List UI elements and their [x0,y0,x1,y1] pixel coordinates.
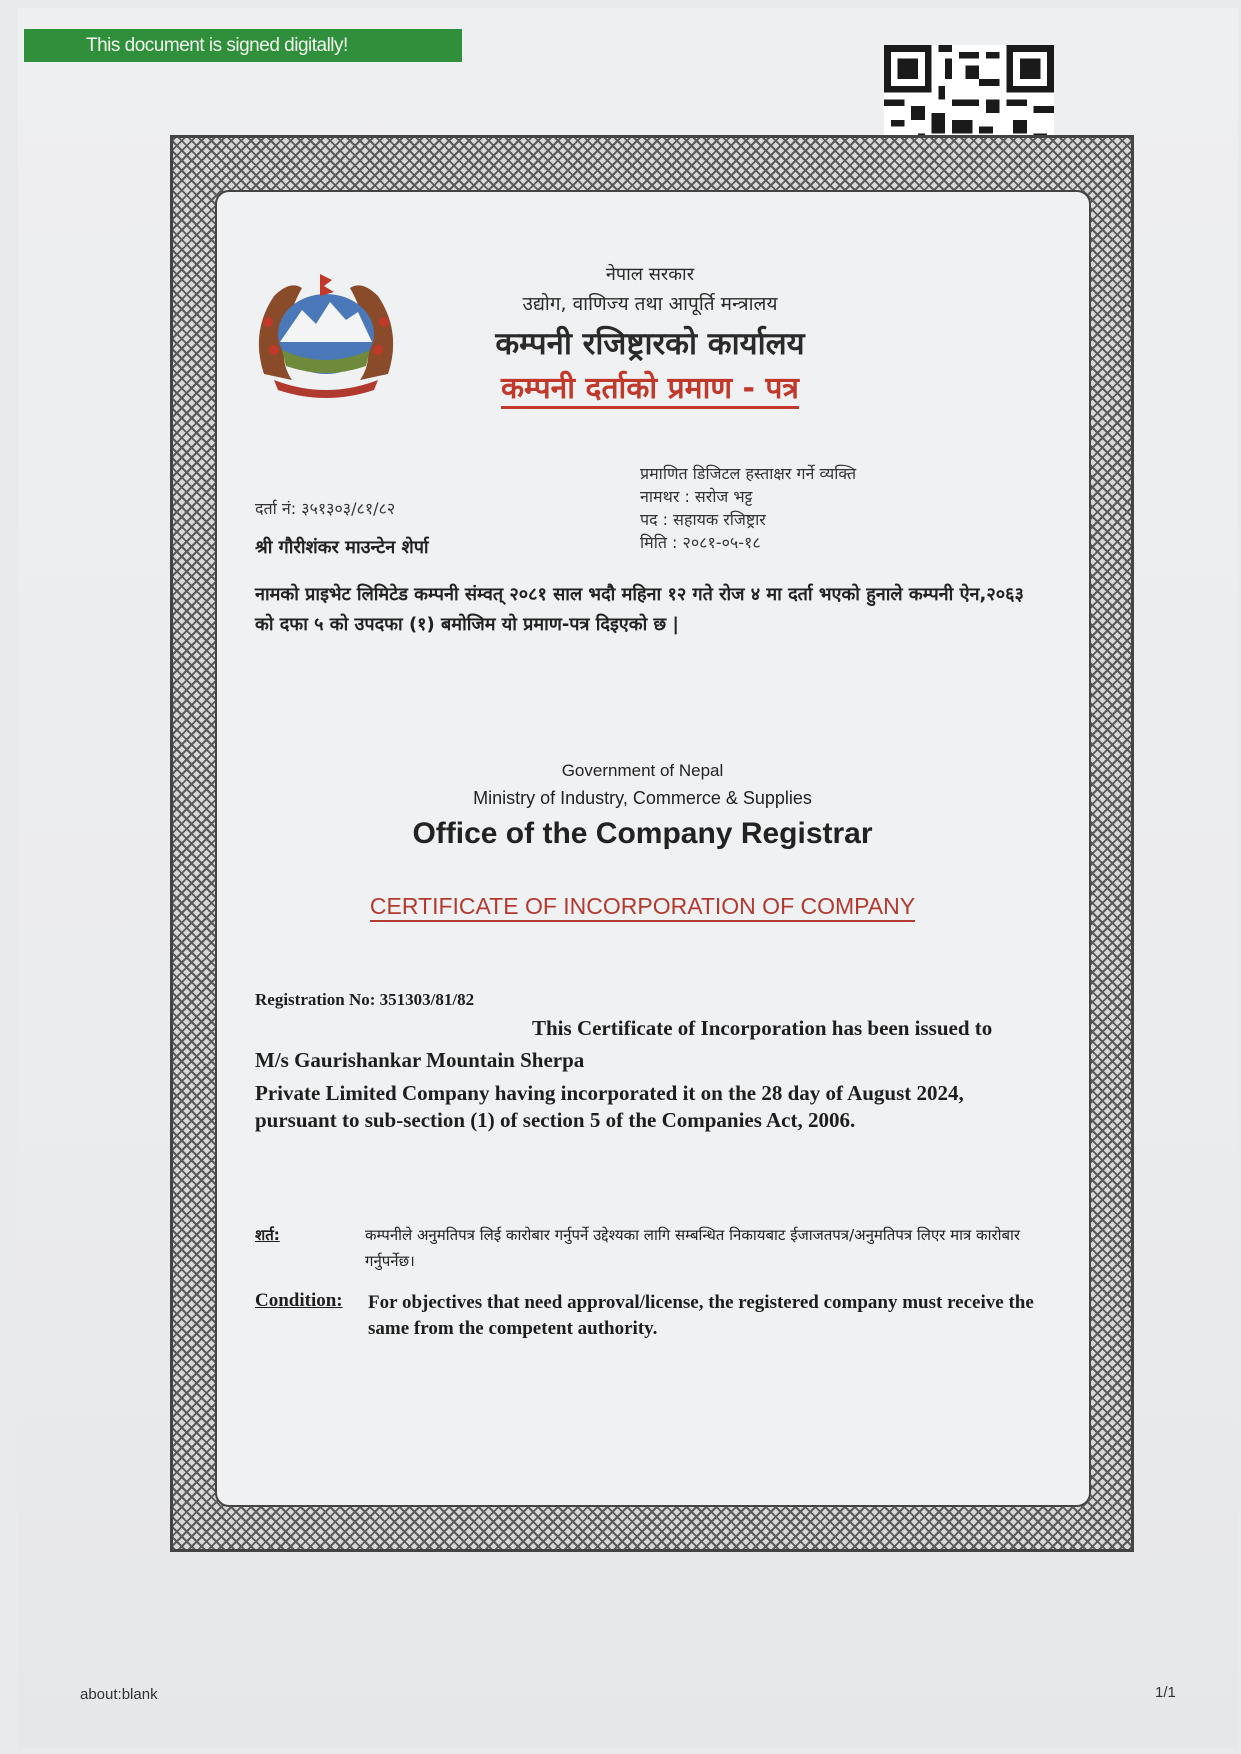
english-condition-label: Condition: [255,1290,343,1311]
nepali-office-title: कम्पनी रजिष्ट्रारको कार्यालय [495,326,805,362]
signer-date: मिति : २०८१-०५-१८ [640,533,761,552]
issued-statement: This Certificate of Incorporation has been issued to [532,1016,993,1040]
print-footer-page-count: 1/1 [1155,1684,1176,1701]
signer-post: पद : सहायक रजिष्ट्रार [640,510,766,529]
incorporation-statement: Private Limited Company having incorporated it on the 28 day of August 2024, pursuant to sub-section (1) of section 5 of the Companies Act, 2006. [255,1081,964,1132]
english-ministry-heading: Ministry of Industry, Commerce & Supplies [473,788,812,808]
english-government-heading: Government of Nepal [561,761,724,780]
english-office-title: Office of the Company Registrar [412,817,873,850]
english-condition-text: For objectives that need approval/license, the registered company must receive the same from the competent authority. [368,1292,1034,1339]
print-footer-url: about:blank [80,1686,158,1703]
nepali-government-heading: नेपाल सरकार [605,264,695,285]
english-certificate-title: CERTIFICATE OF INCORPORATION OF COMPANY [255,893,1030,920]
nepali-ministry-heading: उद्योग, वाणिज्य तथा आपूर्ति मन्त्रालय [522,293,778,315]
nepali-certificate-body: नामको प्राइभेट लिमिटेड कम्पनी संम्वत् २०८१ साल भदौ महिना १२ गते रोज ४ मा दर्ता भएको हुनाले कम्पनी ऐन,२०६३ को दफा ५ को उपदफा (१) बमोजिम यो प्रमाण-पत्र दिइएको छ | [255,584,1024,635]
nepal-emblem-icon [244,262,408,404]
nepali-registration-number: दर्ता नं: ३५१३०३/८१/८२ [255,499,396,518]
english-registration-number: Registration No: 351303/81/82 [255,990,475,1009]
english-company-name: M/s Gaurishankar Mountain Sherpa [255,1048,585,1072]
digital-signer-block [640,462,856,554]
nepali-company-name: श्री गौरीशंकर माउन्टेन शेर्पा [255,537,429,558]
signer-name: नामथर : सरोज भट्ट [640,487,753,506]
nepali-certificate-title: कम्पनी दर्ताको प्रमाण - पत्र [410,366,890,407]
signer-heading: प्रमाणित डिजिटल हस्ताक्षर गर्ने व्यक्ति [640,464,857,483]
digital-signature-banner: This document is signed digitally! [24,29,462,62]
nepali-condition-label: शर्त: [255,1226,280,1244]
nepali-condition-text: कम्पनीले अनुमतिपत्र लिई कारोबार गर्नुपर्ने उद्देश्यका लागि सम्बन्धित निकायबाट ईजाजतपत्र/अनुमतिपत्र लिएर मात्र कारोबार गर्नुपर्नेछ। [365,1226,1021,1270]
